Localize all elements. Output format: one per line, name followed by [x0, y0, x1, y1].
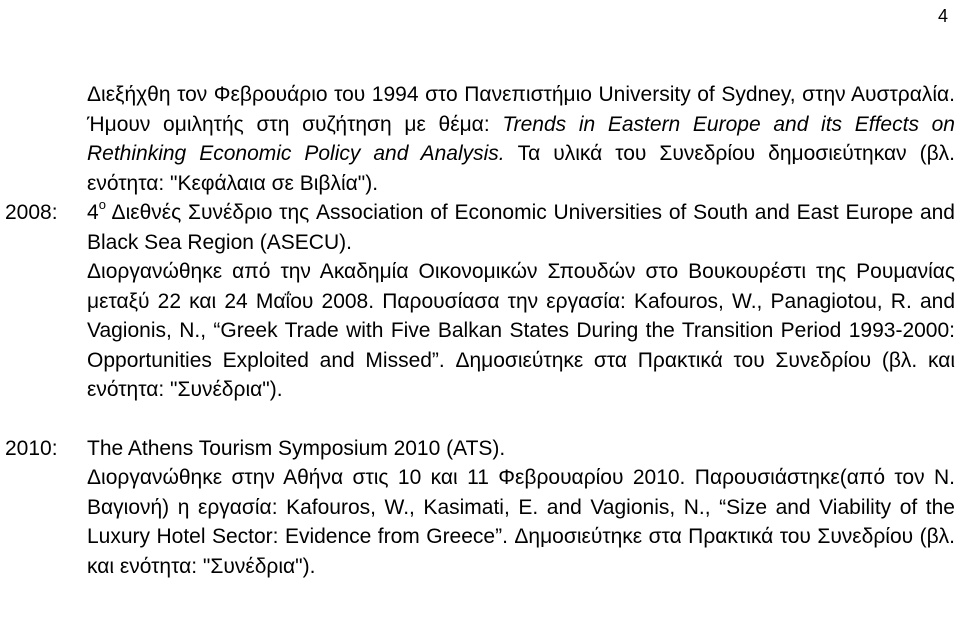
ordinal-number: 4	[87, 201, 99, 224]
entry-paragraph: Διοργανώθηκε από την Ακαδημία Οικονομικών Σπουδών στο Βουκουρέστι της Ρουμανίας μεταξύ 22 και 24 Μαΐου 2008. Παρουσίασα την εργασία: Kafouros, W., Panagiotou, R. and Vagionis, N., “Greek Trade with Five Balkan States During the Transition Period 1993-2000: Opportunities Exploited and Missed”. Δημοσιεύτηκε στα Πρακτικά του Συνεδρίου (βλ. και ενότητα: "Συνέδρια").	[87, 260, 955, 401]
conference-name: Διεθνές Συνέδριο της Association of Economic Universities of South and East Europe and Black Sea Region (ASECU).	[87, 201, 955, 254]
entry-2010	[5, 434, 955, 582]
page-number: 4	[937, 6, 948, 26]
entry-year	[5, 80, 87, 198]
entry-paragraph	[87, 80, 955, 198]
paragraph-text: Διεξήχθη τον Φεβρουάριο του 1994 στο Πανεπιστήμιο University of Sydney, στην Αυστραλία. Ήμουν ομιλητής στη συζήτηση με θέμα:	[87, 83, 955, 136]
entry-paragraph: Διοργανώθηκε στην Αθήνα στις 10 και 11 Φεβρουαρίου 2010. Παρουσιάστηκε(από τον Ν. Βαγιονή) η εργασία: Kafouros, W., Kasimati, E. and Vagionis, N., “Size and Viability of the Luxury Hotel Sector: Evidence from Greece”. Δημοσιεύτηκε στα Πρακτικά του Συνεδρίου (βλ. και ενότητα: "Συνέδρια").	[87, 466, 955, 578]
entry-1994	[5, 80, 955, 198]
entry-heading	[87, 198, 955, 257]
entry-2008	[5, 198, 955, 405]
section-spacer	[5, 405, 955, 434]
entry-body	[87, 80, 955, 198]
entry-year: 2010:	[5, 436, 58, 460]
paragraph-text: Τα υλικά του Συνεδρίου δημοσιεύτηκαν (βλ. ενότητα: "Κεφάλαια σε Βιβλία").	[87, 142, 955, 195]
talk-title: Trends in Eastern Europe and its Effects on Rethinking Economic Policy and Analysis.	[87, 112, 955, 165]
entry-year: 2008:	[5, 201, 58, 224]
ordinal-superscript: ο	[98, 197, 106, 212]
document-body	[5, 80, 955, 581]
entry-body	[87, 198, 955, 405]
entry-heading: The Athens Tourism Symposium 2010 (ATS).	[87, 436, 506, 460]
entry-body	[87, 434, 955, 582]
